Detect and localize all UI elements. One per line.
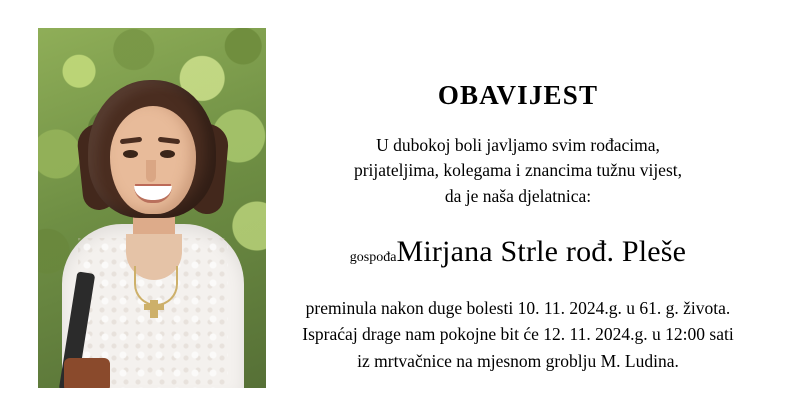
- details-paragraph: [272, 295, 764, 374]
- necklace-pendant: [150, 300, 158, 318]
- notice-heading: OBAVIJEST: [437, 80, 599, 110]
- detail-line-1: preminula nakon duge bolesti 10. 11. 2024.g. u 61. g. života.: [305, 298, 731, 319]
- intro-line-2: prijateljima, kolegama i znancima tužnu vijest,: [353, 160, 682, 181]
- intro-line-1: U dubokoj boli javljamo svim rođacima,: [376, 135, 660, 155]
- intro-line-3: da je naša djelatnica:: [444, 185, 592, 206]
- detail-line-3: iz mrtvačnice na mjesnom groblju M. Ludina.: [357, 350, 679, 371]
- detail-line-2: Ispraćaj drage nam pokojne bit će 12. 11. 2024.g. u 12:00 sati: [302, 324, 734, 345]
- name-prefix: gospođa: [349, 250, 397, 266]
- handbag: [64, 358, 110, 388]
- nose: [146, 160, 156, 182]
- eye-right: [160, 150, 175, 158]
- notice-text: [272, 28, 764, 374]
- deceased-name: Mirjana Strle rođ. Pleše: [396, 235, 687, 269]
- deceased-name-line: [272, 237, 764, 267]
- intro-paragraph: [272, 133, 764, 209]
- portrait-photo: [38, 28, 266, 388]
- eye-left: [123, 150, 138, 158]
